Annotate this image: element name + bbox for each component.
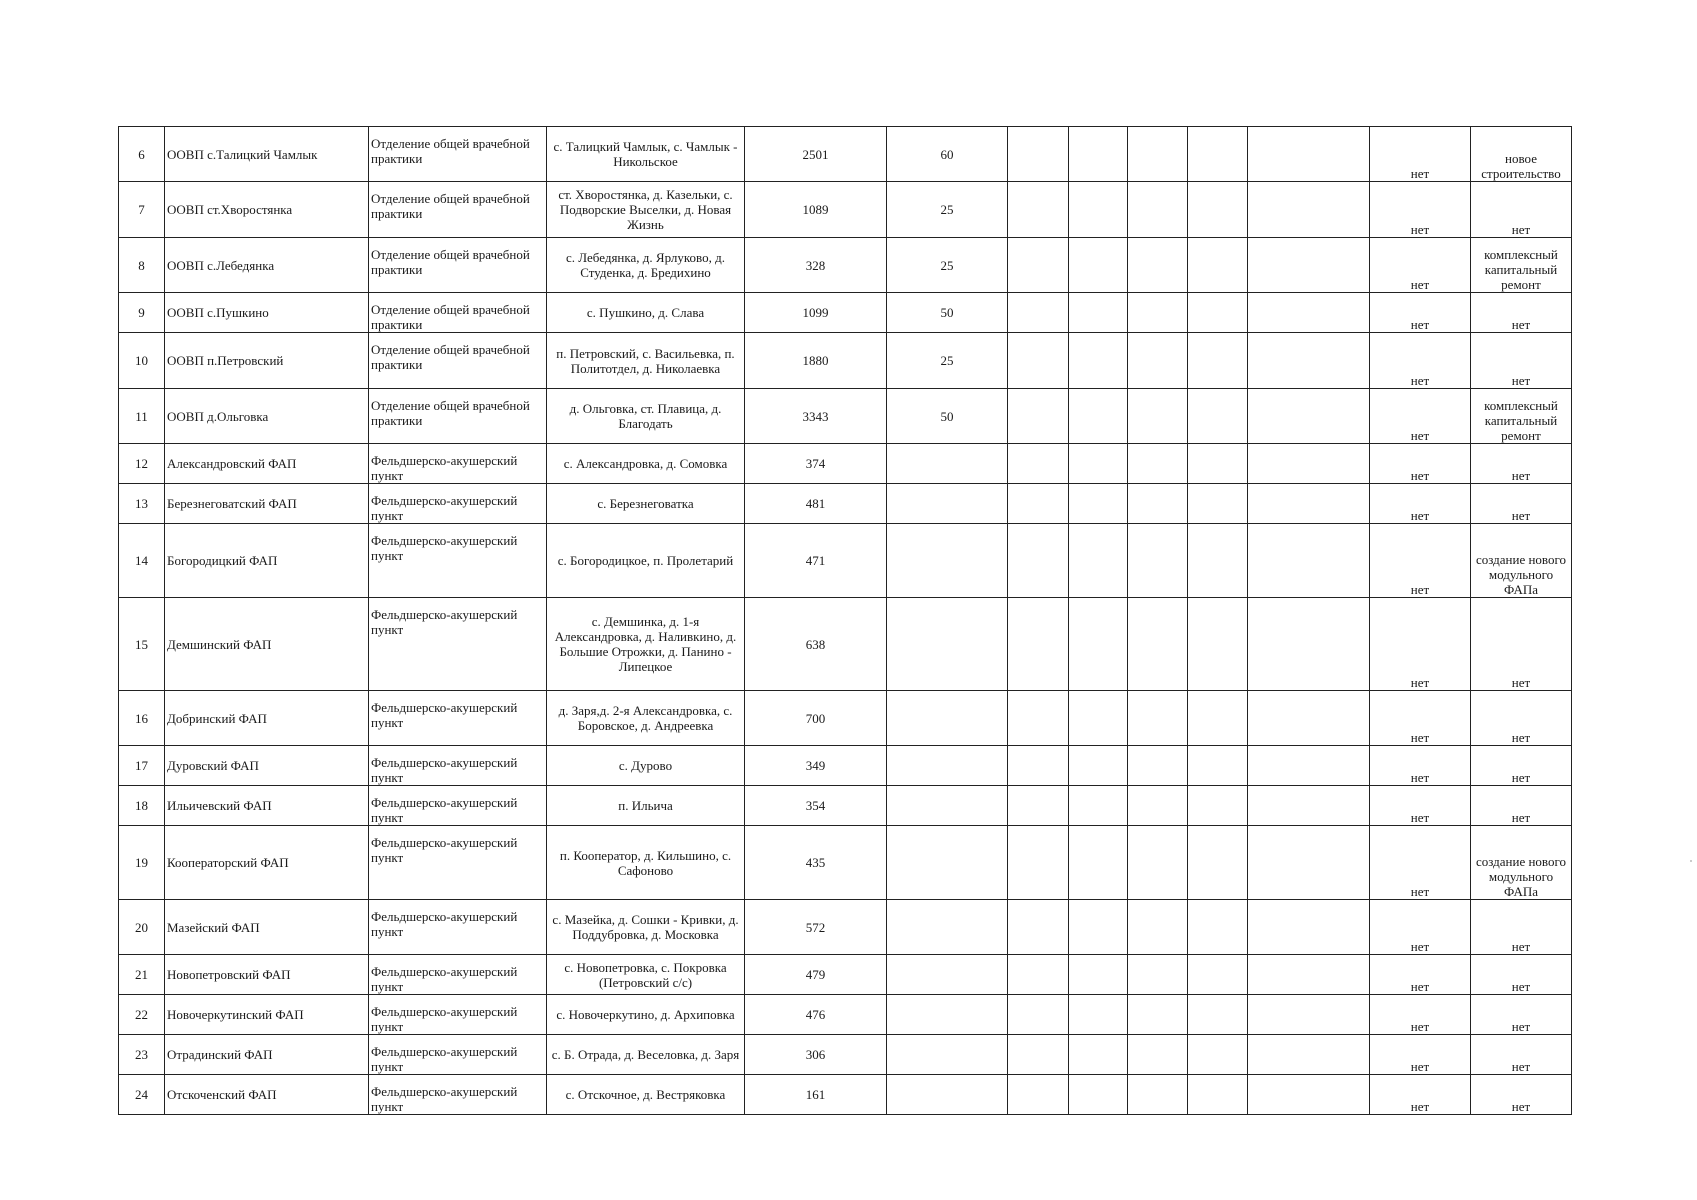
empty-cell	[1128, 598, 1188, 691]
planned-action: нет	[1471, 995, 1572, 1035]
facility-type: Фельдшерско-акушерский пункт	[369, 826, 547, 900]
capacity	[887, 444, 1008, 484]
facility-type: Фельдшерско-акушерский пункт	[369, 524, 547, 598]
empty-cell	[1069, 826, 1128, 900]
facility-type: Фельдшерско-акушерский пункт	[369, 1035, 547, 1075]
table-row	[119, 524, 1572, 598]
empty-cell	[1128, 127, 1188, 182]
empty-cell	[1248, 333, 1370, 389]
empty-cell	[1128, 524, 1188, 598]
row-number: 24	[119, 1075, 165, 1115]
empty-cell	[1069, 444, 1128, 484]
row-number: 8	[119, 238, 165, 293]
needs-status: нет	[1370, 182, 1471, 238]
empty-cell	[1188, 127, 1248, 182]
needs-status: нет	[1370, 389, 1471, 444]
needs-status: нет	[1370, 598, 1471, 691]
empty-cell	[1248, 826, 1370, 900]
capacity	[887, 524, 1008, 598]
needs-status: нет	[1370, 746, 1471, 786]
facility-type: Фельдшерско-акушерский пункт	[369, 444, 547, 484]
facility-type: Отделение общей врачебной практики	[369, 293, 547, 333]
row-number: 19	[119, 826, 165, 900]
needs-status: нет	[1370, 524, 1471, 598]
needs-status: нет	[1370, 293, 1471, 333]
row-number: 9	[119, 293, 165, 333]
facility-name: Демшинский ФАП	[165, 598, 369, 691]
empty-cell	[1069, 1035, 1128, 1075]
facility-name: Александровский ФАП	[165, 444, 369, 484]
population: 161	[745, 1075, 887, 1115]
facility-type: Фельдшерско-акушерский пункт	[369, 995, 547, 1035]
needs-status: нет	[1370, 955, 1471, 995]
planned-action: нет	[1471, 293, 1572, 333]
empty-cell	[1008, 389, 1069, 444]
served-settlements: с. Александровка, д. Сомовка	[547, 444, 745, 484]
empty-cell	[1188, 333, 1248, 389]
empty-cell	[1008, 786, 1069, 826]
empty-cell	[1248, 691, 1370, 746]
row-number: 10	[119, 333, 165, 389]
facility-name: ООВП с.Пушкино	[165, 293, 369, 333]
served-settlements: с. Талицкий Чамлык, с. Чамлык - Никольское	[547, 127, 745, 182]
needs-status: нет	[1370, 691, 1471, 746]
facility-name: Отскоченский ФАП	[165, 1075, 369, 1115]
facility-name: Ильичевский ФАП	[165, 786, 369, 826]
facility-name: ООВП с.Лебедянка	[165, 238, 369, 293]
population: 1099	[745, 293, 887, 333]
empty-cell	[1008, 598, 1069, 691]
empty-cell	[1008, 293, 1069, 333]
empty-cell	[1188, 786, 1248, 826]
planned-action: нет	[1471, 182, 1572, 238]
empty-cell	[1128, 333, 1188, 389]
population: 3343	[745, 389, 887, 444]
empty-cell	[1069, 389, 1128, 444]
facility-name: ООВП с.Талицкий Чамлык	[165, 127, 369, 182]
empty-cell	[1069, 484, 1128, 524]
capacity: 50	[887, 389, 1008, 444]
facility-name: Новопетровский ФАП	[165, 955, 369, 995]
table-row	[119, 995, 1572, 1035]
empty-cell	[1069, 955, 1128, 995]
capacity: 25	[887, 182, 1008, 238]
empty-cell	[1248, 389, 1370, 444]
table-row	[119, 444, 1572, 484]
empty-cell	[1069, 900, 1128, 955]
empty-cell	[1188, 182, 1248, 238]
served-settlements: с. Мазейка, д. Сошки - Кривки, д. Поддубровка, д. Московка	[547, 900, 745, 955]
row-number: 23	[119, 1035, 165, 1075]
empty-cell	[1128, 995, 1188, 1035]
capacity	[887, 484, 1008, 524]
capacity	[887, 1035, 1008, 1075]
served-settlements: с. Пушкино, д. Слава	[547, 293, 745, 333]
table-row	[119, 333, 1572, 389]
planned-action: нет	[1471, 484, 1572, 524]
facility-name: Добринский ФАП	[165, 691, 369, 746]
table-row	[119, 900, 1572, 955]
facility-name: Кооператорский ФАП	[165, 826, 369, 900]
capacity	[887, 786, 1008, 826]
empty-cell	[1128, 900, 1188, 955]
facility-type: Отделение общей врачебной практики	[369, 127, 547, 182]
facility-type: Фельдшерско-акушерский пункт	[369, 598, 547, 691]
empty-cell	[1188, 389, 1248, 444]
planned-action: нет	[1471, 444, 1572, 484]
needs-status: нет	[1370, 444, 1471, 484]
needs-status: нет	[1370, 786, 1471, 826]
empty-cell	[1128, 826, 1188, 900]
empty-cell	[1008, 746, 1069, 786]
row-number: 17	[119, 746, 165, 786]
served-settlements: д. Заря,д. 2-я Александровка, с. Боровское, д. Андреевка	[547, 691, 745, 746]
population: 1089	[745, 182, 887, 238]
served-settlements: с. Демшинка, д. 1-я Александровка, д. Наливкино, д. Большие Отрожки, д. Панино - Липецкое	[547, 598, 745, 691]
table-row	[119, 484, 1572, 524]
planned-action: нет	[1471, 900, 1572, 955]
scan-speck	[1690, 860, 1692, 862]
needs-status: нет	[1370, 127, 1471, 182]
empty-cell	[1248, 182, 1370, 238]
row-number: 21	[119, 955, 165, 995]
empty-cell	[1188, 995, 1248, 1035]
empty-cell	[1128, 389, 1188, 444]
empty-cell	[1069, 182, 1128, 238]
empty-cell	[1188, 1075, 1248, 1115]
empty-cell	[1008, 955, 1069, 995]
capacity: 50	[887, 293, 1008, 333]
empty-cell	[1069, 995, 1128, 1035]
capacity	[887, 826, 1008, 900]
capacity	[887, 955, 1008, 995]
capacity	[887, 691, 1008, 746]
empty-cell	[1128, 238, 1188, 293]
empty-cell	[1188, 691, 1248, 746]
planned-action: нет	[1471, 786, 1572, 826]
planned-action: комплексный капитальный ремонт	[1471, 238, 1572, 293]
empty-cell	[1069, 1075, 1128, 1115]
table-row	[119, 182, 1572, 238]
population: 471	[745, 524, 887, 598]
empty-cell	[1248, 955, 1370, 995]
capacity: 25	[887, 333, 1008, 389]
facilities-table	[118, 126, 1572, 1115]
empty-cell	[1188, 598, 1248, 691]
capacity: 60	[887, 127, 1008, 182]
served-settlements: с. Дурово	[547, 746, 745, 786]
capacity	[887, 598, 1008, 691]
served-settlements: п. Ильича	[547, 786, 745, 826]
empty-cell	[1248, 293, 1370, 333]
empty-cell	[1128, 746, 1188, 786]
served-settlements: с. Лебедянка, д. Ярлуково, д. Студенка, д. Бредихино	[547, 238, 745, 293]
empty-cell	[1069, 293, 1128, 333]
population: 481	[745, 484, 887, 524]
table-body	[119, 127, 1572, 1115]
empty-cell	[1128, 955, 1188, 995]
facility-name: Мазейский ФАП	[165, 900, 369, 955]
served-settlements: с. Отскочное, д. Вестряковка	[547, 1075, 745, 1115]
table-row	[119, 389, 1572, 444]
capacity	[887, 995, 1008, 1035]
facility-type: Фельдшерско-акушерский пункт	[369, 1075, 547, 1115]
population: 700	[745, 691, 887, 746]
planned-action: новое строительство	[1471, 127, 1572, 182]
needs-status: нет	[1370, 484, 1471, 524]
table-row	[119, 598, 1572, 691]
row-number: 13	[119, 484, 165, 524]
empty-cell	[1248, 598, 1370, 691]
empty-cell	[1008, 333, 1069, 389]
planned-action: нет	[1471, 955, 1572, 995]
empty-cell	[1128, 182, 1188, 238]
needs-status: нет	[1370, 995, 1471, 1035]
empty-cell	[1128, 691, 1188, 746]
empty-cell	[1248, 900, 1370, 955]
empty-cell	[1188, 484, 1248, 524]
population: 572	[745, 900, 887, 955]
planned-action: создание нового модульного ФАПа	[1471, 524, 1572, 598]
table-row	[119, 955, 1572, 995]
capacity	[887, 1075, 1008, 1115]
served-settlements: д. Ольговка, ст. Плавица, д. Благодать	[547, 389, 745, 444]
served-settlements: с. Богородицкое, п. Пролетарий	[547, 524, 745, 598]
served-settlements: с. Березнеговатка	[547, 484, 745, 524]
empty-cell	[1128, 1075, 1188, 1115]
empty-cell	[1248, 127, 1370, 182]
empty-cell	[1188, 826, 1248, 900]
empty-cell	[1188, 238, 1248, 293]
empty-cell	[1248, 238, 1370, 293]
empty-cell	[1248, 524, 1370, 598]
facility-type: Отделение общей врачебной практики	[369, 182, 547, 238]
empty-cell	[1008, 1075, 1069, 1115]
table-row	[119, 786, 1572, 826]
empty-cell	[1188, 524, 1248, 598]
row-number: 11	[119, 389, 165, 444]
empty-cell	[1008, 826, 1069, 900]
empty-cell	[1069, 127, 1128, 182]
facility-name: Новочеркутинский ФАП	[165, 995, 369, 1035]
table-row	[119, 691, 1572, 746]
facility-name: ООВП п.Петровский	[165, 333, 369, 389]
empty-cell	[1069, 598, 1128, 691]
empty-cell	[1188, 746, 1248, 786]
planned-action: нет	[1471, 1075, 1572, 1115]
empty-cell	[1128, 444, 1188, 484]
served-settlements: ст. Хворостянка, д. Казельки, с. Подворские Выселки, д. Новая Жизнь	[547, 182, 745, 238]
population: 638	[745, 598, 887, 691]
served-settlements: с. Новопетровка, с. Покровка (Петровский с/с)	[547, 955, 745, 995]
empty-cell	[1128, 786, 1188, 826]
row-number: 14	[119, 524, 165, 598]
population: 328	[745, 238, 887, 293]
population: 349	[745, 746, 887, 786]
facility-name: ООВП ст.Хворостянка	[165, 182, 369, 238]
served-settlements: п. Петровский, с. Васильевка, п. Политотдел, д. Николаевка	[547, 333, 745, 389]
row-number: 7	[119, 182, 165, 238]
facility-name: ООВП д.Ольговка	[165, 389, 369, 444]
empty-cell	[1008, 182, 1069, 238]
facility-type: Отделение общей врачебной практики	[369, 333, 547, 389]
table-row	[119, 746, 1572, 786]
population: 354	[745, 786, 887, 826]
table-row	[119, 826, 1572, 900]
needs-status: нет	[1370, 900, 1471, 955]
empty-cell	[1248, 484, 1370, 524]
population: 476	[745, 995, 887, 1035]
row-number: 6	[119, 127, 165, 182]
empty-cell	[1248, 746, 1370, 786]
empty-cell	[1248, 995, 1370, 1035]
population: 435	[745, 826, 887, 900]
empty-cell	[1008, 995, 1069, 1035]
row-number: 12	[119, 444, 165, 484]
empty-cell	[1128, 1035, 1188, 1075]
empty-cell	[1069, 691, 1128, 746]
needs-status: нет	[1370, 1035, 1471, 1075]
empty-cell	[1069, 333, 1128, 389]
table-row	[119, 293, 1572, 333]
population: 374	[745, 444, 887, 484]
empty-cell	[1008, 691, 1069, 746]
facility-type: Отделение общей врачебной практики	[369, 389, 547, 444]
row-number: 22	[119, 995, 165, 1035]
empty-cell	[1069, 786, 1128, 826]
facility-type: Фельдшерско-акушерский пункт	[369, 691, 547, 746]
empty-cell	[1008, 238, 1069, 293]
population: 2501	[745, 127, 887, 182]
facility-type: Фельдшерско-акушерский пункт	[369, 786, 547, 826]
planned-action: нет	[1471, 333, 1572, 389]
facility-name: Березнеговатский ФАП	[165, 484, 369, 524]
planned-action: комплексный капитальный ремонт	[1471, 389, 1572, 444]
planned-action: нет	[1471, 746, 1572, 786]
served-settlements: с. Новочеркутино, д. Архиповка	[547, 995, 745, 1035]
row-number: 16	[119, 691, 165, 746]
facility-type: Фельдшерско-акушерский пункт	[369, 484, 547, 524]
facility-type: Отделение общей врачебной практики	[369, 238, 547, 293]
empty-cell	[1128, 293, 1188, 333]
empty-cell	[1188, 1035, 1248, 1075]
empty-cell	[1069, 746, 1128, 786]
row-number: 18	[119, 786, 165, 826]
empty-cell	[1008, 444, 1069, 484]
capacity	[887, 746, 1008, 786]
row-number: 20	[119, 900, 165, 955]
facility-type: Фельдшерско-акушерский пункт	[369, 746, 547, 786]
empty-cell	[1128, 484, 1188, 524]
empty-cell	[1248, 444, 1370, 484]
empty-cell	[1008, 127, 1069, 182]
empty-cell	[1069, 238, 1128, 293]
empty-cell	[1248, 786, 1370, 826]
population: 1880	[745, 333, 887, 389]
empty-cell	[1248, 1035, 1370, 1075]
facility-name: Дуровский ФАП	[165, 746, 369, 786]
facility-name: Отрадинский ФАП	[165, 1035, 369, 1075]
planned-action: создание нового модульного ФАПа	[1471, 826, 1572, 900]
facility-type: Фельдшерско-акушерский пункт	[369, 900, 547, 955]
table-row	[119, 1035, 1572, 1075]
empty-cell	[1188, 955, 1248, 995]
population: 479	[745, 955, 887, 995]
table-row	[119, 127, 1572, 182]
empty-cell	[1248, 1075, 1370, 1115]
facility-type: Фельдшерско-акушерский пункт	[369, 955, 547, 995]
needs-status: нет	[1370, 238, 1471, 293]
empty-cell	[1008, 484, 1069, 524]
empty-cell	[1188, 444, 1248, 484]
served-settlements: с. Б. Отрада, д. Веселовка, д. Заря	[547, 1035, 745, 1075]
capacity	[887, 900, 1008, 955]
needs-status: нет	[1370, 826, 1471, 900]
empty-cell	[1188, 900, 1248, 955]
capacity: 25	[887, 238, 1008, 293]
needs-status: нет	[1370, 333, 1471, 389]
table-row	[119, 1075, 1572, 1115]
needs-status: нет	[1370, 1075, 1471, 1115]
empty-cell	[1008, 900, 1069, 955]
planned-action: нет	[1471, 691, 1572, 746]
facility-name: Богородицкий ФАП	[165, 524, 369, 598]
planned-action: нет	[1471, 1035, 1572, 1075]
empty-cell	[1008, 524, 1069, 598]
table-row	[119, 238, 1572, 293]
row-number: 15	[119, 598, 165, 691]
empty-cell	[1069, 524, 1128, 598]
population: 306	[745, 1035, 887, 1075]
planned-action: нет	[1471, 598, 1572, 691]
served-settlements: п. Кооператор, д. Кильшино, с. Сафоново	[547, 826, 745, 900]
empty-cell	[1188, 293, 1248, 333]
empty-cell	[1008, 1035, 1069, 1075]
